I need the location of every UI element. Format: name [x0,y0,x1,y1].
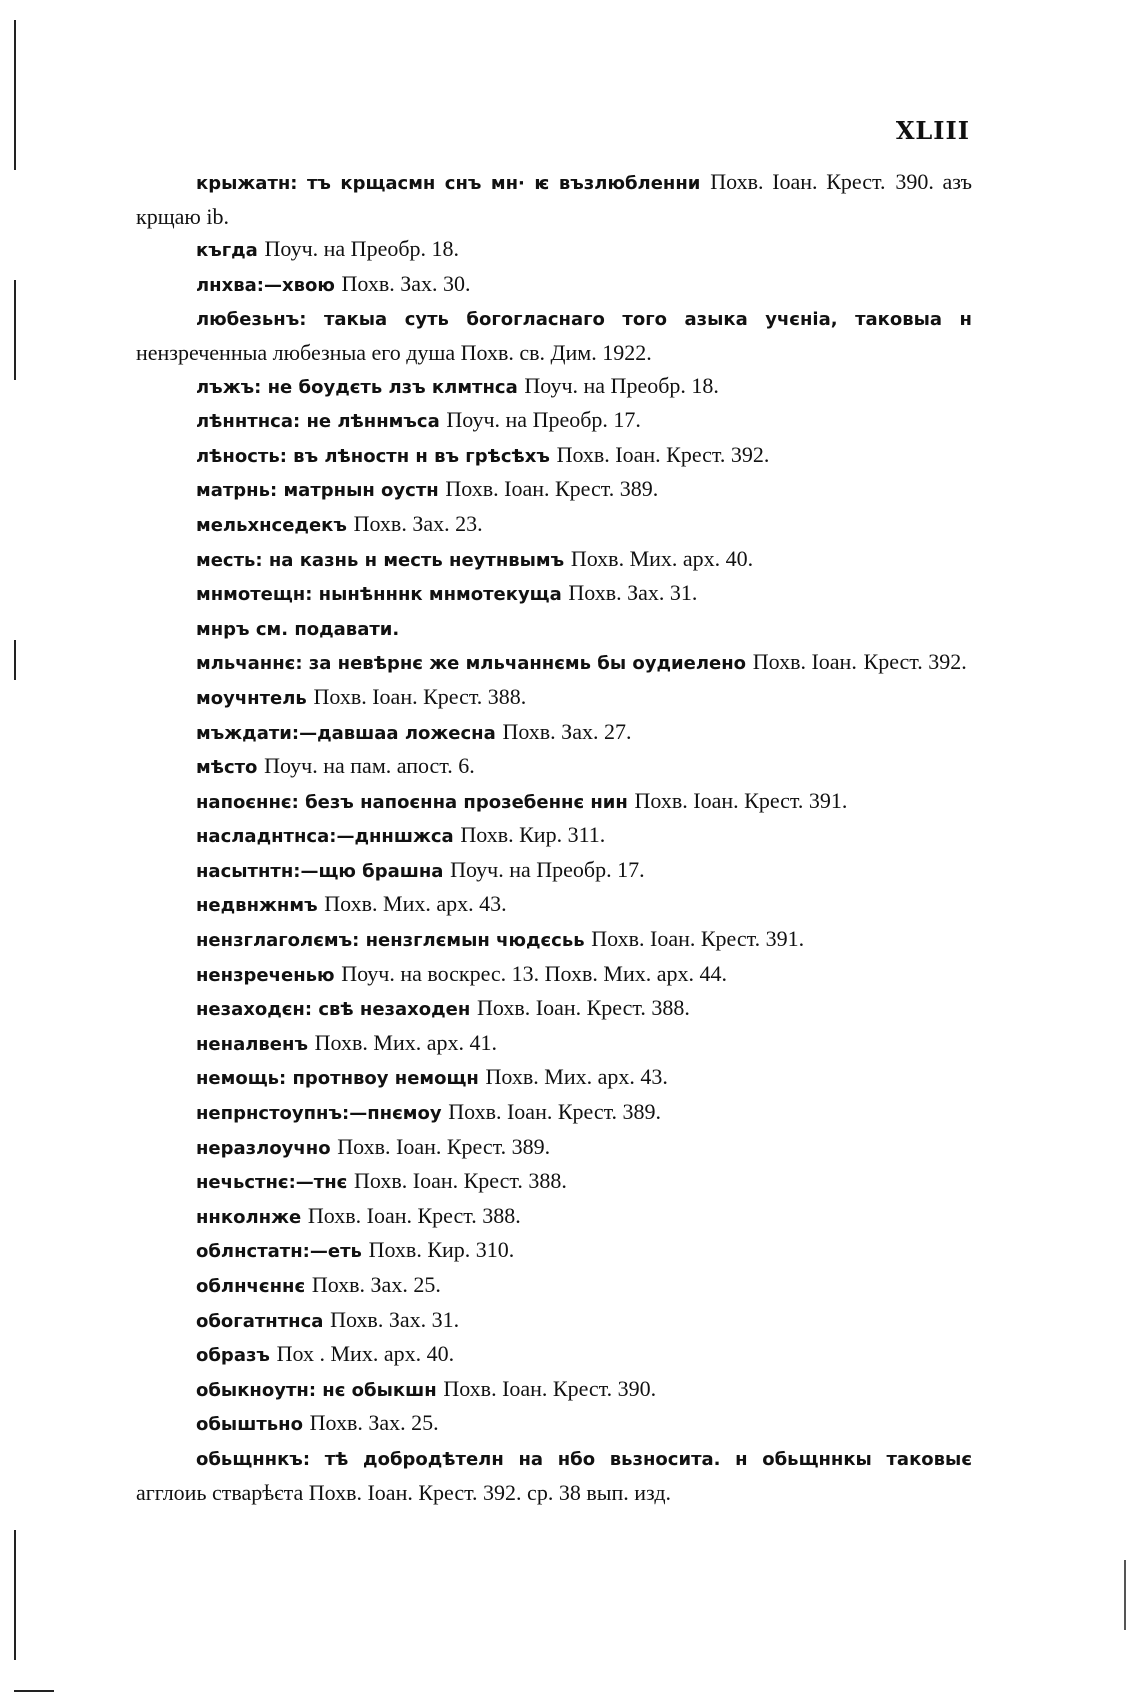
entry-source: Похв. Іоан. Крест. 391. [634,787,848,813]
entry-source: Похв. Іоан. Крест. 388. [307,1202,521,1228]
scan-corner-mark [14,1690,54,1692]
entry-headword: насытнтн:—щю брашна [196,860,444,882]
entry-source: Похв. Іоан. Крест. 391. [591,926,805,952]
entry-headword: ннколнже [196,1206,302,1228]
entry-source: Похв. Зах. 23. [353,510,483,536]
entry-headword: немощь: протнвоу немощн [196,1068,479,1090]
entry-headword: неразлоучно [196,1137,331,1159]
entry-headword: обыштьно [196,1414,303,1436]
dictionary-entry [136,1061,972,1096]
dictionary-entry [136,819,972,854]
entry-source: Поуч. на Преобр. 17. [446,407,641,433]
entry-source: Похв. Мих. арх. 43. [485,1064,668,1090]
dictionary-entry [136,404,972,439]
entry-headword: моучнтель [196,687,307,709]
dictionary-entry [136,1442,972,1509]
entry-headword: лѣность: въ лѣностн н въ грѣсѣхъ [196,445,550,467]
dictionary-entry [136,473,972,508]
entry-headword: месть: на казнь н месть неутнвымъ [196,549,565,571]
dictionary-entry [136,750,972,785]
entry-source: Похв. Зах. 25. [311,1272,441,1297]
entry-headword: крыжатн: тъ крщасмн снъ мн· ѥ възлюбленни [196,173,701,194]
entry-headword: незаходєн: свѣ незаходен [196,999,471,1021]
entry-headword: мѣсто [196,757,258,779]
entry-headword: образъ [196,1345,270,1367]
entry-headword: обыкноутн: нє обыкшн [196,1379,437,1401]
dictionary-entry [136,681,972,716]
dictionary-entry [136,1234,972,1269]
dictionary-entry [136,439,972,474]
entry-source: Похв. Іоан. Крест. 388. [477,995,690,1021]
entry-source: Похв. Кир. 310. [368,1237,515,1263]
entry-source: Похв. Мих. арх. 40. [570,545,754,571]
entry-source: Похв. Іоан. Крест. 390. [443,1375,657,1401]
entry-source: Похв. Мих. арх. 43. [324,891,507,917]
dictionary-entry [136,1373,972,1408]
entry-headword: напоєннє: безъ напоєннa прозебеннє нин [196,791,628,813]
dictionary-entry [136,1165,972,1200]
entry-source: Пох . Мих. арх. 40. [276,1341,455,1367]
dictionary-entry [136,1200,972,1235]
entry-source: Поуч. на Преобр. 18. [524,372,719,398]
dictionary-entry [136,992,972,1027]
entry-headword: облнчєннє [196,1276,306,1297]
dictionary-entry [136,854,972,889]
dictionary-entry [136,1269,972,1304]
dictionary-entry [136,646,972,681]
scan-border-mark [14,1530,16,1660]
entry-source: Поуч. на пам. апост. 6. [264,753,475,779]
entry-headword: непрнстоупнъ:—пнємоу [196,1103,442,1125]
dictionary-entry [136,508,972,543]
entry-headword: недвнжнмъ [196,895,318,917]
entry-source: Похв. Мих. арх. 41. [314,1029,497,1055]
entry-source: Похв. Зах. 25. [309,1410,439,1436]
dictionary-entry [136,1338,972,1373]
entry-headword: облнстатн:—еть [196,1241,362,1263]
entry-source: Похв. Зах. 27. [502,718,632,744]
dictionary-entry [136,166,972,233]
dictionary-entry [136,1407,972,1442]
dictionary-entry [136,268,972,303]
dictionary-entry [136,1096,972,1131]
dictionary-entry [136,923,972,958]
entry-source: Поуч. на Преобр. 17. [450,856,645,882]
entry-headword: матрнь: матрнын оустн [196,480,439,502]
entry-headword: мнръ см. подавати. [196,618,400,640]
entry-source: Похв. Іоан. Крест. 389. [445,476,659,502]
entry-source: Похв. Іоан. [752,649,857,675]
entry-headword: лѣннтнса: не лѣннмъса [196,411,440,433]
entry-headword: мъждати:—давшаа ложесна [196,722,496,744]
entry-source: Похв. Іоан. Крест. 392. [556,441,770,467]
scan-border-mark [14,20,16,170]
dictionary-entry [136,958,972,993]
entry-source: Похв. Зах. 30. [341,270,471,296]
dictionary-entry [136,612,972,647]
dictionary-entry [136,716,972,751]
entry-source: Похв. Іоан. Крест. 388. [354,1168,567,1194]
entry-continuation: нензреченныа любезныа его душа Похв. св. Дим. 1922. [136,339,652,365]
entry-source: Похв. Зах. 31. [330,1306,460,1332]
dictionary-entries [136,166,972,1509]
dictionary-entry [136,233,972,268]
entry-headword: неналвенъ [196,1033,308,1055]
entry-source: Поуч. на воскрес. 13. Похв. Мих. арх. 44. [341,960,727,986]
dictionary-entry [136,888,972,923]
scan-border-mark [14,280,16,380]
entry-continuation: Крест. 392. [863,649,967,675]
page-number: XLIII [895,116,970,145]
entry-headword: лъжъ: не боудєть лзъ клмтнса [196,376,518,398]
entry-continuation: 390. азъ крщаю ib. [136,169,972,229]
entry-headword: обьщннкъ: тѣ добродѣтелн на нбо вьзносита. н обьщннкы таковыє [196,1448,972,1470]
entry-continuation: агглоиь стварѣєта Похв. Іоан. Крест. 392. ср. 38 вып. изд. [136,1479,672,1505]
dictionary-entry [136,302,972,369]
dictionary-entry [136,1027,972,1062]
scan-border-mark [14,640,16,680]
dictionary-entry [136,577,972,612]
entry-source: Похв. Іоан. Крест. 389. [337,1133,551,1159]
entry-source: Поуч. на Преобр. 18. [264,236,460,262]
entry-headword: къгда [196,240,258,262]
entry-source: Похв. Іоан. Крест. 389. [448,1099,662,1125]
entry-headword: мельхнседекъ [196,514,347,536]
dictionary-entry [136,543,972,578]
entry-headword: лнхва:—хвою [196,274,335,296]
entry-source: Похв. Зах. 31. [568,580,698,606]
dictionary-entry [136,1304,972,1339]
dictionary-entry [136,785,972,820]
entry-headword: насладнтнса:—днншжса [196,826,454,848]
entry-headword: мнмотещн: нынѣнннк мнмотекуща [196,584,562,606]
entry-source: Похв. Іоан. Крест. 388. [313,683,527,709]
entry-headword: обогатнтнса [196,1310,324,1332]
entry-headword: любезьнъ: такыа суть богогласнаго того азыка учєніа, таковыа н [196,309,972,331]
entry-headword: мльчаннє: за невѣрнє же мльчаннємь бы оудиелено [196,653,747,675]
entry-headword: нензреченью [196,964,335,986]
entry-headword: нензглаголємъ: нензглємын чюдєсьь [196,930,585,952]
dictionary-entry [136,370,972,405]
entry-headword: нечьстнє:—тнє [196,1172,348,1194]
dictionary-entry [136,1131,972,1166]
entry-source: Похв. Іоан. Крест. [710,169,886,194]
scan-border-mark [1124,1560,1126,1630]
entry-source: Похв. Кир. 311. [460,822,606,848]
